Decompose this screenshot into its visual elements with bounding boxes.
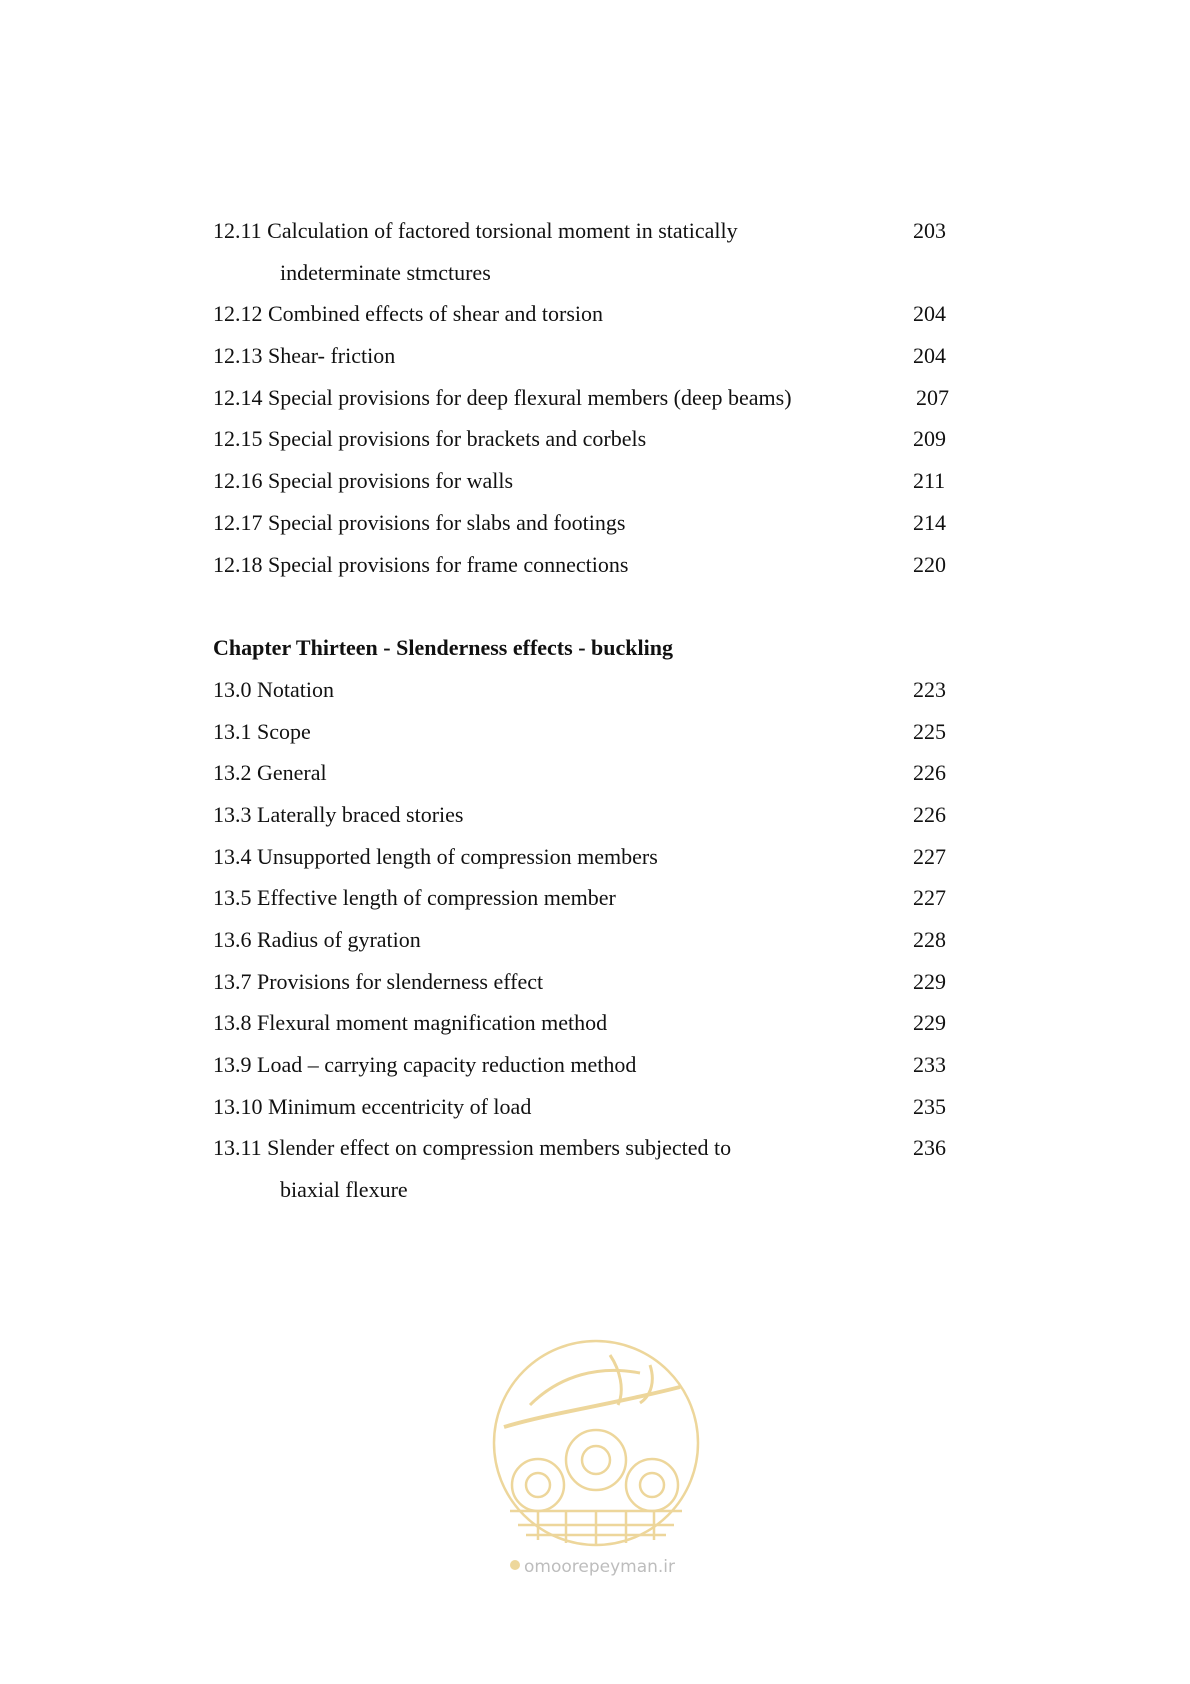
toc-entry-title: 12.14 Special provisions for deep flexural members (deep beams): [213, 384, 792, 410]
toc-entry-page: 209: [913, 426, 946, 452]
section-12-entries: [213, 210, 953, 585]
toc-entry-page: 226: [913, 801, 946, 827]
toc-entry-title: 12.16 Special provisions for walls: [213, 468, 514, 494]
toc-entry-page: 204: [913, 301, 946, 327]
toc-entry-page: 228: [913, 927, 946, 952]
toc-entry: [213, 752, 953, 794]
toc-entry-title: biaxial flexure: [280, 1177, 408, 1203]
toc-entry-title: 13.9 Load – carrying capacity reduction method: [213, 1052, 637, 1078]
toc-entry: [213, 293, 953, 335]
toc-entry-title: 13.3 Laterally braced stories: [213, 801, 464, 827]
toc-entry-continuation: [213, 252, 953, 294]
toc-entry-page: 227: [913, 885, 946, 911]
toc-entry-continuation: [213, 1169, 953, 1211]
toc-entry-title: 13.5 Effective length of compression member: [213, 885, 616, 911]
toc-entry-page: 229: [913, 1010, 946, 1036]
toc-entry: [213, 502, 953, 544]
toc-entry-title: 13.0 Notation: [213, 676, 334, 702]
toc-entry-title: 13.4 Unsupported length of compression members: [213, 843, 658, 869]
toc-entry-title: 13.2 General: [213, 760, 327, 786]
toc-entry: [213, 669, 953, 711]
chapter-heading: [213, 627, 953, 669]
watermark-seal-icon: [490, 1335, 702, 1580]
toc-entry: [213, 460, 953, 502]
toc-entry-page: 207: [916, 384, 949, 410]
toc-entry-page: 233: [913, 1052, 946, 1078]
toc-entry-title: 12.17 Special provisions for slabs and footings: [213, 509, 626, 535]
toc-entry-page: 227: [913, 843, 946, 869]
toc-entry: [213, 377, 953, 419]
toc-entry-title: 12.18 Special provisions for frame connections: [213, 551, 629, 577]
toc-entry: [213, 1086, 953, 1128]
toc-entry: [213, 335, 953, 377]
toc-entry-title: 12.11 Calculation of factored torsional moment in statically: [213, 218, 738, 243]
toc-entry: [213, 544, 953, 586]
section-gap: [213, 585, 953, 627]
toc-entry-page: 214: [913, 509, 946, 535]
toc-entry: [213, 418, 953, 460]
section-13-entries: [213, 669, 953, 1211]
toc-entry: [213, 877, 953, 919]
toc-entry: [213, 836, 953, 878]
toc-entry-page: 203: [913, 218, 946, 243]
toc-entry-title: 13.8 Flexural moment magnification method: [213, 1010, 608, 1036]
toc-entry: [213, 794, 953, 836]
toc-entry: [213, 961, 953, 1003]
toc-entry-page: 225: [913, 718, 946, 744]
toc-entry-title: 13.1 Scope: [213, 718, 311, 744]
toc-entry-title: 13.11 Slender effect on compression members subjected to: [213, 1135, 732, 1161]
toc-entry-title: 12.15 Special provisions for brackets and corbels: [213, 426, 647, 452]
toc-entry-page: 211: [913, 468, 946, 494]
toc-entry-page: 236: [913, 1135, 946, 1161]
toc-entry-page: 204: [913, 343, 946, 369]
toc-entry: [213, 210, 953, 252]
toc-entry-page: 229: [913, 968, 946, 994]
toc-entry-page: 220: [913, 551, 946, 577]
toc-entry-page: 223: [913, 676, 946, 702]
toc-entry-title: 13.6 Radius of gyration: [213, 927, 421, 952]
toc-entry-page: 235: [913, 1093, 946, 1119]
toc-entry: [213, 1044, 953, 1086]
toc-entry: [213, 1002, 953, 1044]
toc-entry-title: 12.12 Combined effects of shear and torsion: [213, 301, 604, 327]
toc-entry-page: 226: [913, 760, 946, 786]
toc-entry: [213, 919, 953, 961]
watermark-site-text: omoorepeyman.ir: [524, 1557, 676, 1577]
toc-entry: [213, 711, 953, 753]
toc-entry: [213, 1127, 953, 1169]
toc-entry-title: indeterminate stmctures: [280, 259, 491, 285]
toc-entry-title: 13.7 Provisions for slenderness effect: [213, 968, 544, 994]
table-of-contents: [213, 210, 953, 1211]
toc-entry-title: 12.13 Shear- friction: [213, 343, 396, 369]
toc-entry-title: 13.10 Minimum eccentricity of load: [213, 1093, 532, 1119]
watermark-logo: [490, 1335, 702, 1580]
chapter-title: Chapter Thirteen - Slenderness effects - buckling: [213, 635, 673, 661]
